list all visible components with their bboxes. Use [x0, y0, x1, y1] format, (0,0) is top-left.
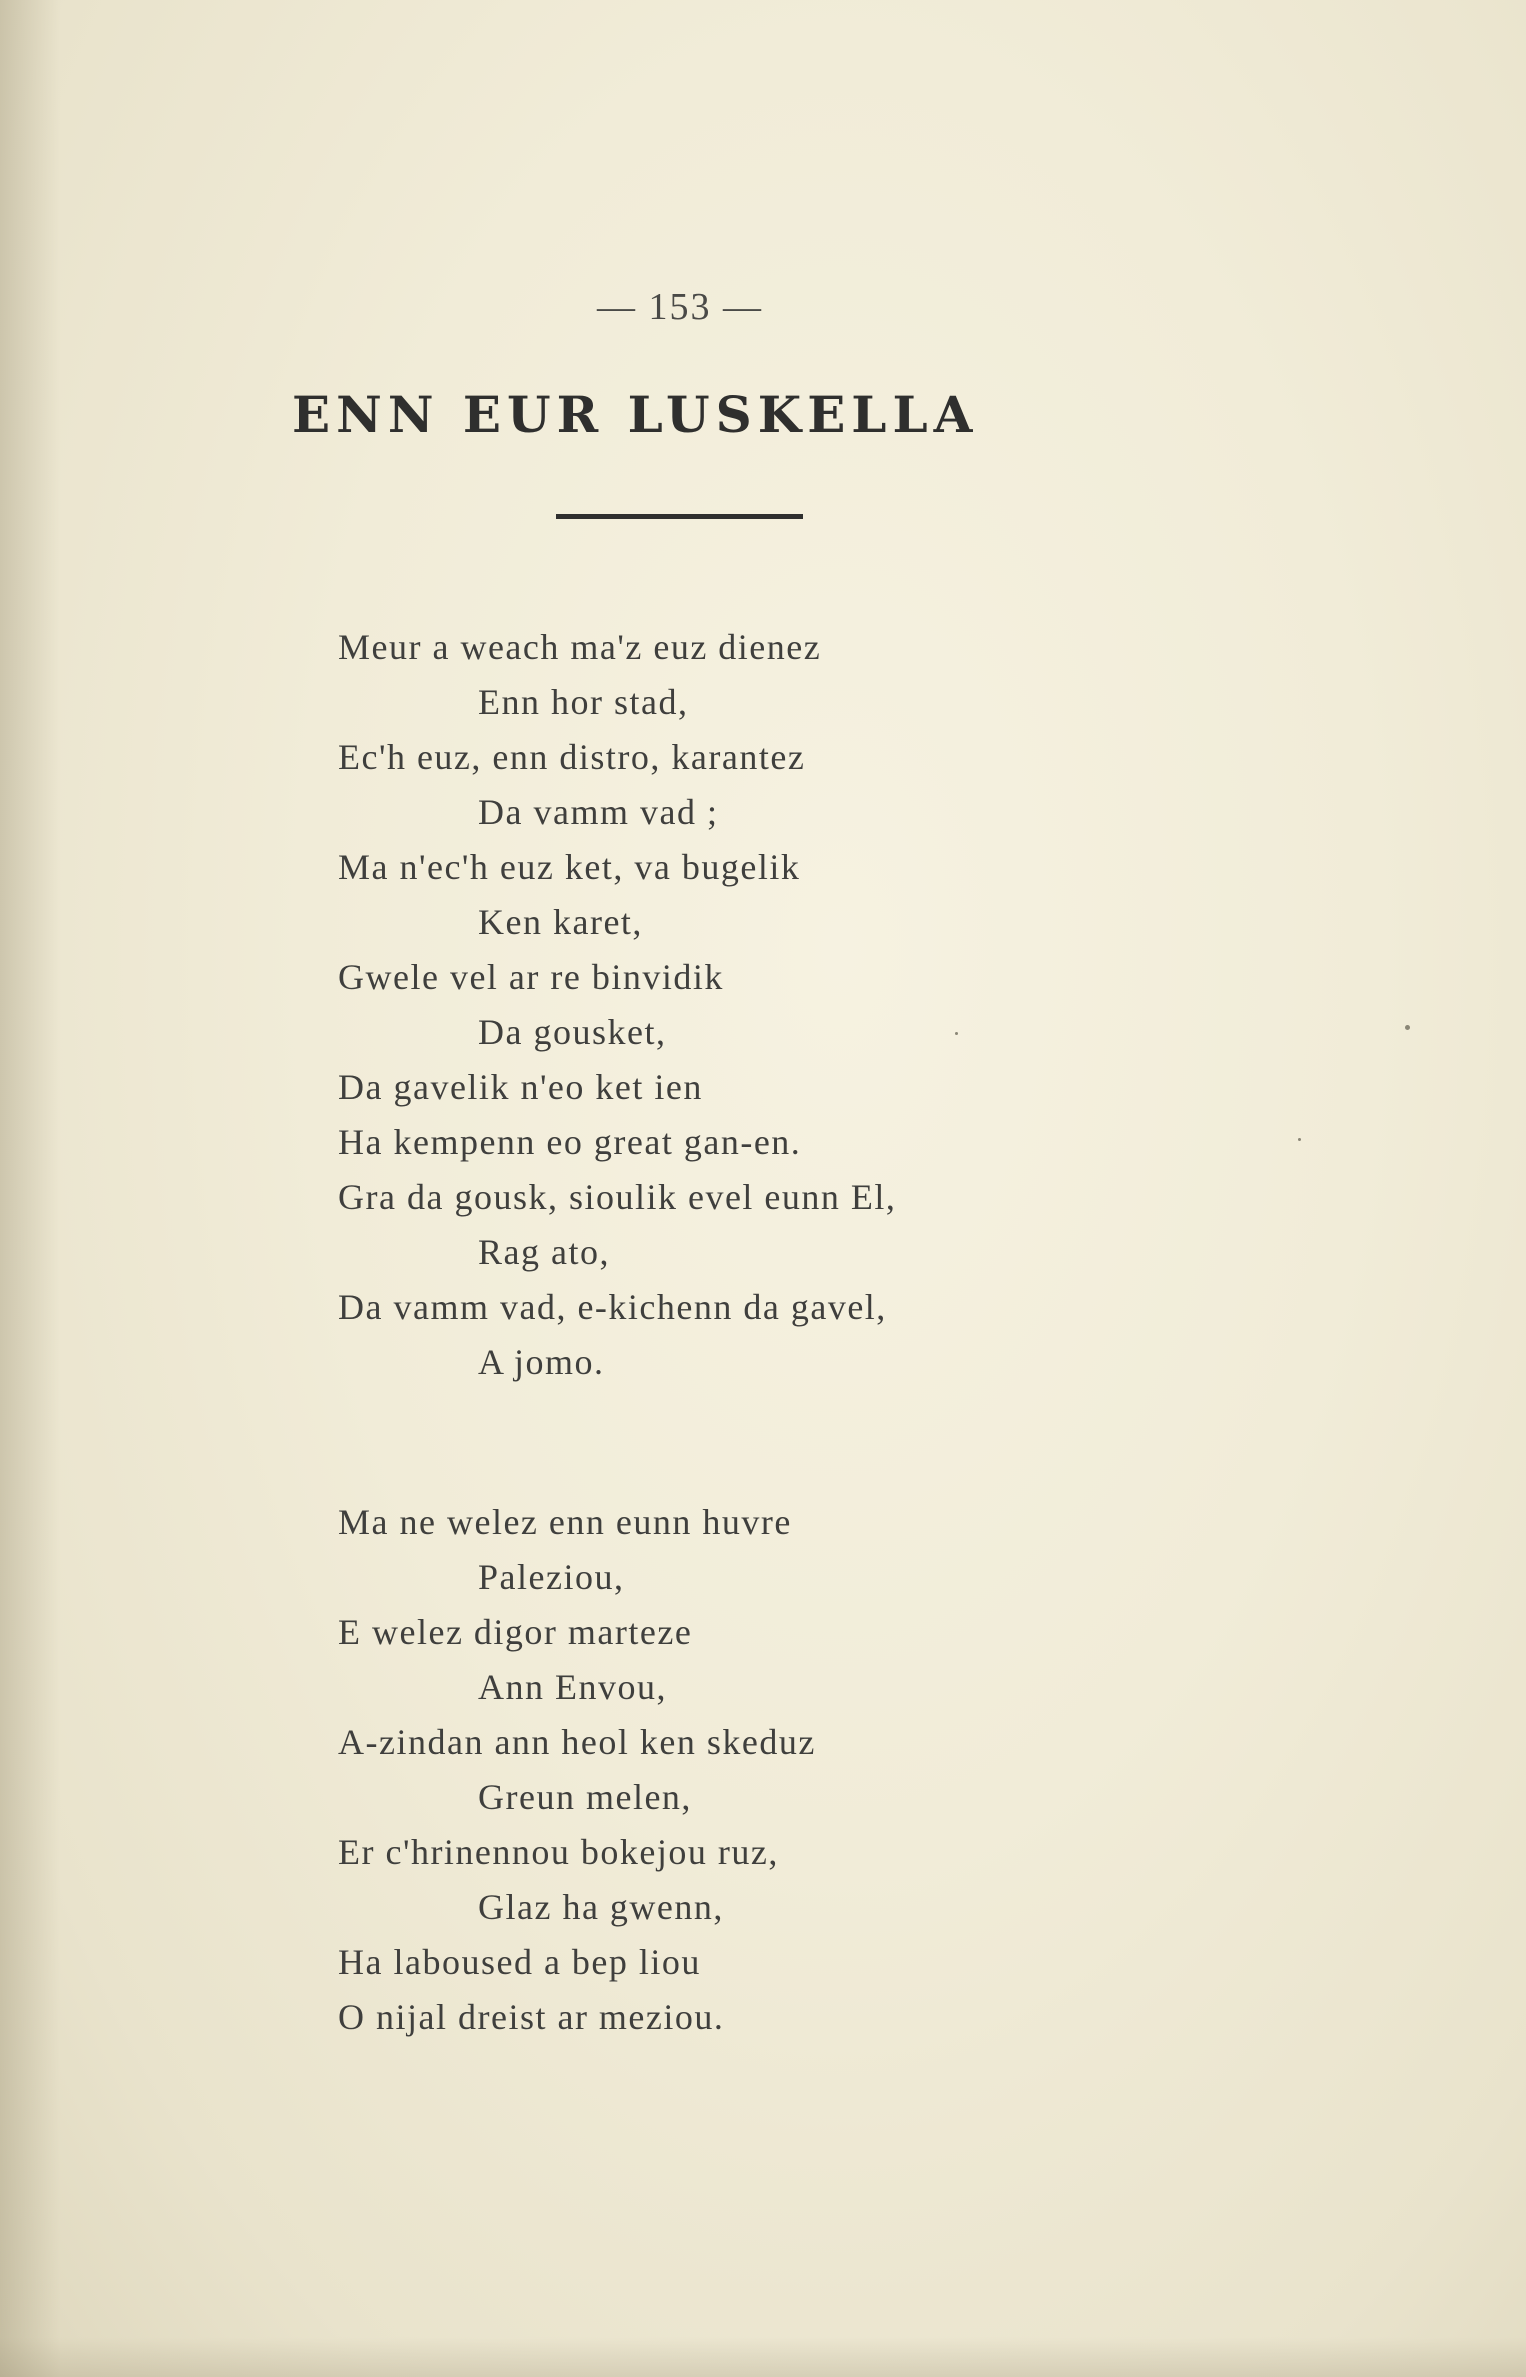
stanza-1	[338, 620, 896, 1390]
verse-line: Ha kempenn eo great gan-en.	[338, 1122, 802, 1162]
verse-line: O nijal dreist ar meziou.	[338, 1997, 725, 2037]
verse-line: Enn hor stad,	[478, 682, 689, 722]
verse-line: Meur a weach ma'z euz dienez	[338, 627, 822, 667]
verse-line: Ma ne welez enn eunn huvre	[338, 1502, 792, 1542]
title-rule	[556, 514, 803, 519]
verse-line: Da gavelik n'eo ket ien	[338, 1067, 703, 1107]
paper-speck	[1298, 1138, 1301, 1141]
poem-title: ENN EUR LUSKELLA	[292, 385, 979, 444]
paper-speck	[1405, 1025, 1410, 1030]
verse-line: A-zindan ann heol ken skeduz	[338, 1722, 816, 1762]
paper-speck	[955, 1032, 958, 1035]
verse-line: Da vamm vad ;	[478, 792, 719, 832]
bottom-edge-shadow	[0, 2337, 1526, 2377]
verse-line: E welez digor marteze	[338, 1612, 693, 1652]
verse-line: Glaz ha gwenn,	[478, 1887, 724, 1927]
verse-line: Ken karet,	[478, 902, 643, 942]
verse-line: Gra da gousk, sioulik evel eunn El,	[338, 1177, 897, 1217]
verse-line: Er c'hrinennou bokejou ruz,	[338, 1832, 779, 1872]
verse-line: Ha laboused a bep liou	[338, 1942, 701, 1982]
verse-line: Da vamm vad, e-kichenn da gavel,	[338, 1287, 887, 1327]
verse-line: Rag ato,	[478, 1232, 610, 1272]
page-number: — 153 —	[597, 286, 763, 328]
verse-line: Da gousket,	[478, 1012, 667, 1052]
verse-line: Paleziou,	[478, 1557, 625, 1597]
verse-line: Gwele vel ar re binvidik	[338, 957, 724, 997]
verse-line: Greun melen,	[478, 1777, 692, 1817]
stanza-2	[338, 1495, 816, 2045]
verse-line: Ec'h euz, enn distro, karantez	[338, 737, 806, 777]
verse-line: Ma n'ec'h euz ket, va bugelik	[338, 847, 801, 887]
verse-line: Ann Envou,	[478, 1667, 667, 1707]
verse-line: A jomo.	[478, 1342, 605, 1382]
spine-shadow	[0, 0, 60, 2377]
